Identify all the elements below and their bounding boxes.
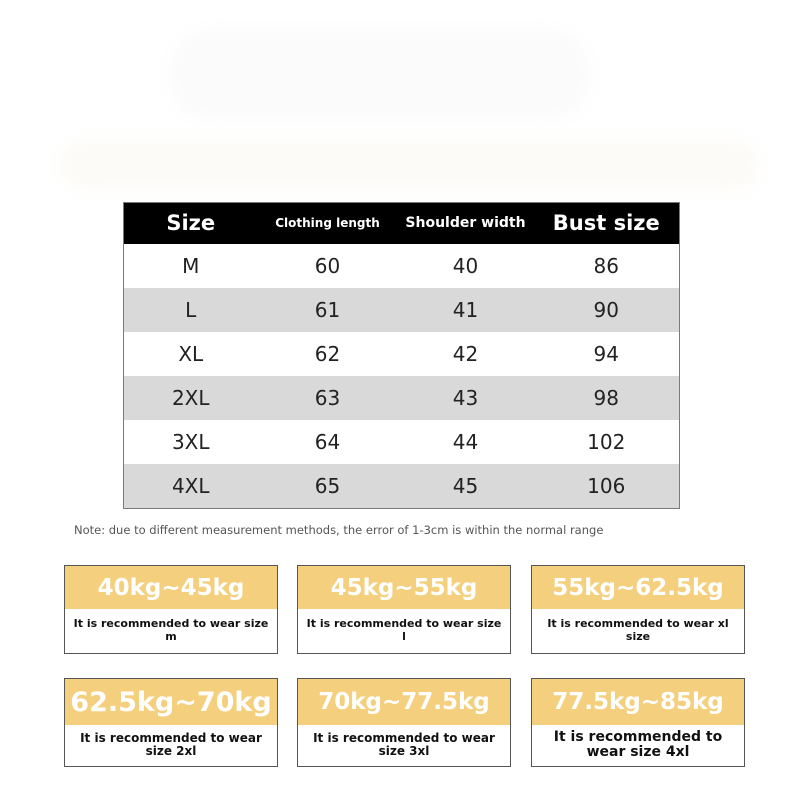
cell-shoulder: 42: [452, 341, 479, 366]
cell-size: L: [124, 288, 258, 332]
cell-length: 64: [314, 429, 341, 454]
cell-length: 65: [258, 464, 398, 509]
cell-size: 2XL: [124, 376, 258, 420]
table-row: [124, 332, 680, 376]
weight-range: 77.5kg~85kg: [532, 679, 744, 725]
table-row: [124, 420, 680, 464]
cell-bust: 106: [534, 464, 680, 509]
cell-size: 3XL: [171, 429, 210, 454]
weight-range: 55kg~62.5kg: [532, 566, 744, 609]
size-recommendation: It is recommended to wear size 3xl: [313, 730, 495, 758]
weight-card-4xl: [531, 678, 745, 767]
cell-shoulder: 44: [452, 429, 479, 454]
size-recommendation: It is recommended to wear size 2xl: [80, 730, 262, 758]
cell-shoulder: 41: [398, 288, 534, 332]
weight-card-xl: [531, 565, 745, 654]
size-recommendation: It is recommended to wear size m: [73, 617, 269, 643]
weight-range: 62.5kg~70kg: [65, 679, 277, 725]
weight-card-m: [64, 565, 278, 654]
cell-bust: 102: [587, 429, 626, 454]
table-header-row: [124, 203, 680, 244]
table-row: [124, 376, 680, 420]
cell-size: M: [182, 253, 200, 278]
weight-card-l: [297, 565, 511, 654]
table-row: [124, 288, 680, 332]
measurement-note: Note: due to different measurement methods, the error of 1-3cm is within the normal range: [74, 523, 604, 537]
header-bust-size: Bust size: [534, 203, 680, 244]
cell-bust: 86: [593, 253, 619, 278]
cell-length: 62: [314, 341, 341, 366]
size-chart-table: [123, 202, 680, 509]
cell-bust: 98: [534, 376, 680, 420]
cell-size: XL: [178, 341, 204, 366]
cell-size: 4XL: [124, 464, 258, 509]
cell-shoulder: 40: [452, 253, 479, 278]
cell-bust: 90: [534, 288, 680, 332]
cell-shoulder: 45: [398, 464, 534, 509]
weight-card-2xl: [64, 678, 278, 767]
size-recommendation: It is recommended to wear xl size: [547, 617, 729, 643]
size-recommendation: It is recommended to wear size l: [306, 617, 502, 643]
cell-length: 63: [258, 376, 398, 420]
weight-range: 45kg~55kg: [298, 566, 510, 609]
header-size: Size: [124, 203, 258, 244]
table-row: [124, 244, 680, 288]
cell-shoulder: 43: [398, 376, 534, 420]
faded-background-shape: [170, 30, 590, 120]
table-row: [124, 464, 680, 509]
header-shoulder-width: Shoulder width: [398, 203, 534, 244]
weight-range: 70kg~77.5kg: [298, 679, 510, 725]
cell-length: 61: [258, 288, 398, 332]
weight-card-3xl: [297, 678, 511, 767]
faded-background-strip: [60, 140, 760, 190]
cell-bust: 94: [593, 341, 619, 366]
weight-range: 40kg~45kg: [65, 566, 277, 609]
cell-length: 60: [314, 253, 341, 278]
header-clothing-length: Clothing length: [258, 203, 398, 244]
size-recommendation: It is recommended to wear size 4xl: [553, 728, 723, 760]
